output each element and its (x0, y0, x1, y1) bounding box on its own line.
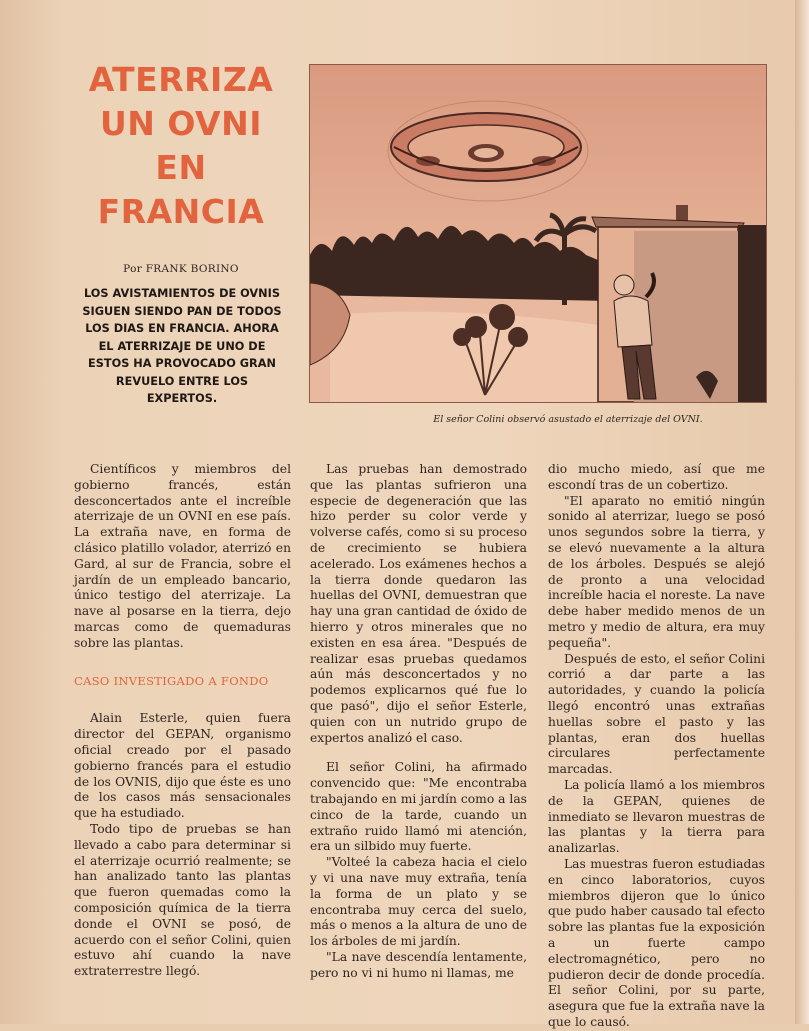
headline (70, 58, 292, 234)
paragraph: Científicos y miembros del gobierno francés, están desconcertados ante el increíble aterrizaje de un OVNI en ese país. La extraña nave, en forma de clásico platillo volador, aterrizó en Gard, al sur de Francia, sobre el jardín de un empleado bancario, único testigo del aterrizaje. La nave al posarse en la tierra, dejo marcas como de quemaduras sobre las plantas. (74, 462, 291, 650)
paragraph: Todo tipo de pruebas se han llevado a cabo para determinar si el aterrizaje ocurrió realmente; se han analizado tanto las plantas que fueron quemadas como la composición química de la tierra donde el OVNI se posó, de acuerdo con el señor Colini, quien estuvo ahí cuando la nave extraterrestre llegó. (74, 821, 291, 979)
paragraph: Después de esto, el señor Colini corrió a dar parte a las autoridades, y cuando la policía llegó encontró unas extrañas huellas sobre el pasto y las plantas, eran dos huellas circulares perfectamente marcadas. (548, 651, 765, 777)
paragraph: "El aparato no emitió ningún sonido al aterrizar, luego se posó unos segundos sobre la tierra, y se elevó nuevamente a la altura de los árboles. Después se alejó de pronto a una velocidad increíble hacia el noreste. La nave debe haber medido menos de un metro y medio de altura, era muy pequeña". (548, 493, 765, 650)
paragraph: Alain Esterle, quien fuera director del GEPAN, organismo oficial creado por el pasado gobierno francés para el estudio de los OVNIS, dijo que éste es uno de los casos más sensacionales que ha estudiado. (74, 711, 291, 821)
headline-line-4: FRANCIA (97, 192, 265, 231)
subheading: CASO INVESTIGADO A FONDO (74, 673, 269, 688)
paragraph: El señor Colini, ha afirmado convencido que: "Me encontraba trabajando en mi jardín como a las cinco de la tarde, cuando un extraño ruido llamó mi atención, era un silbido muy fuerte. (310, 760, 527, 854)
headline-line-3: EN (155, 148, 207, 187)
paragraph: La policía llamó a los miembros de la GEPAN, quienes de inmediato se llevaron muestras de las plantas y la tierra para analizarlas. (548, 777, 765, 856)
ufo-illustration-drawing (310, 65, 766, 402)
photo-caption: El señor Colini observó asustado el aterrizaje del OVNI. (433, 414, 703, 425)
byline: Por FRANK BORINO (123, 263, 239, 275)
paragraph: Las muestras fueron estudiadas en cinco laboratorios, cuyos miembros dijeron que lo único que pudo haber causado tal efecto sobre las plantas fue la exposición a un fuerte campo electromagnético, pero no pudieron decir de donde procedía. El señor Colini, por su parte, asegura que fue la extraña nave la que lo causó. (548, 856, 765, 1029)
deck: LOS AVISTAMIENTOS DE OVNIS SIGUEN SIENDO PAN DE TODOS LOS DIAS EN FRANCIA. AHORA EL ATERRIZAJE DE UNO DE ESTOS HA PROVOCADO GRAN REVUELO ENTRE LOS EXPERTOS. (82, 287, 282, 405)
headline-line-2: UN OVNI (99, 104, 262, 143)
column-3 (548, 462, 765, 1031)
ufo-illustration (309, 64, 767, 403)
page-edge (795, 0, 809, 1024)
column-2 (310, 462, 527, 982)
headline-line-1: ATERRIZA (88, 60, 274, 99)
paragraph: dio mucho miedo, así que me escondí tras de un cobertizo. (548, 462, 765, 492)
paragraph: "Volteé la cabeza hacia el cielo y vi una nave muy extraña, tenía la forma de un plato y se encontraba muy cerca del suelo, más o menos a la altura de uno de los árboles de mi jardín. (310, 855, 527, 949)
paragraph: "La nave descendía lentamente, pero no vi ni humo ni llamas, me (310, 949, 527, 980)
paragraph: Las pruebas han demostrado que las plantas sufrieron una especie de degeneración que las hizo perder su color verde y volverse cafés, como si su proceso de crecimiento se hubiera acelerado. Los exámenes hechos a la tierra donde quedaron las huellas del OVNI, demuestran que hay una gran cantidad de óxido de hierro y otros minerales que no existen en esa área. "Después de realizar esas pruebas quedamos aún más desconcertados y no podemos explicarnos qué fue lo que pasó", dijo el señor Esterle, quien con un nutrido grupo de expertos analizó el caso. (310, 462, 527, 745)
column-1 (74, 462, 291, 980)
